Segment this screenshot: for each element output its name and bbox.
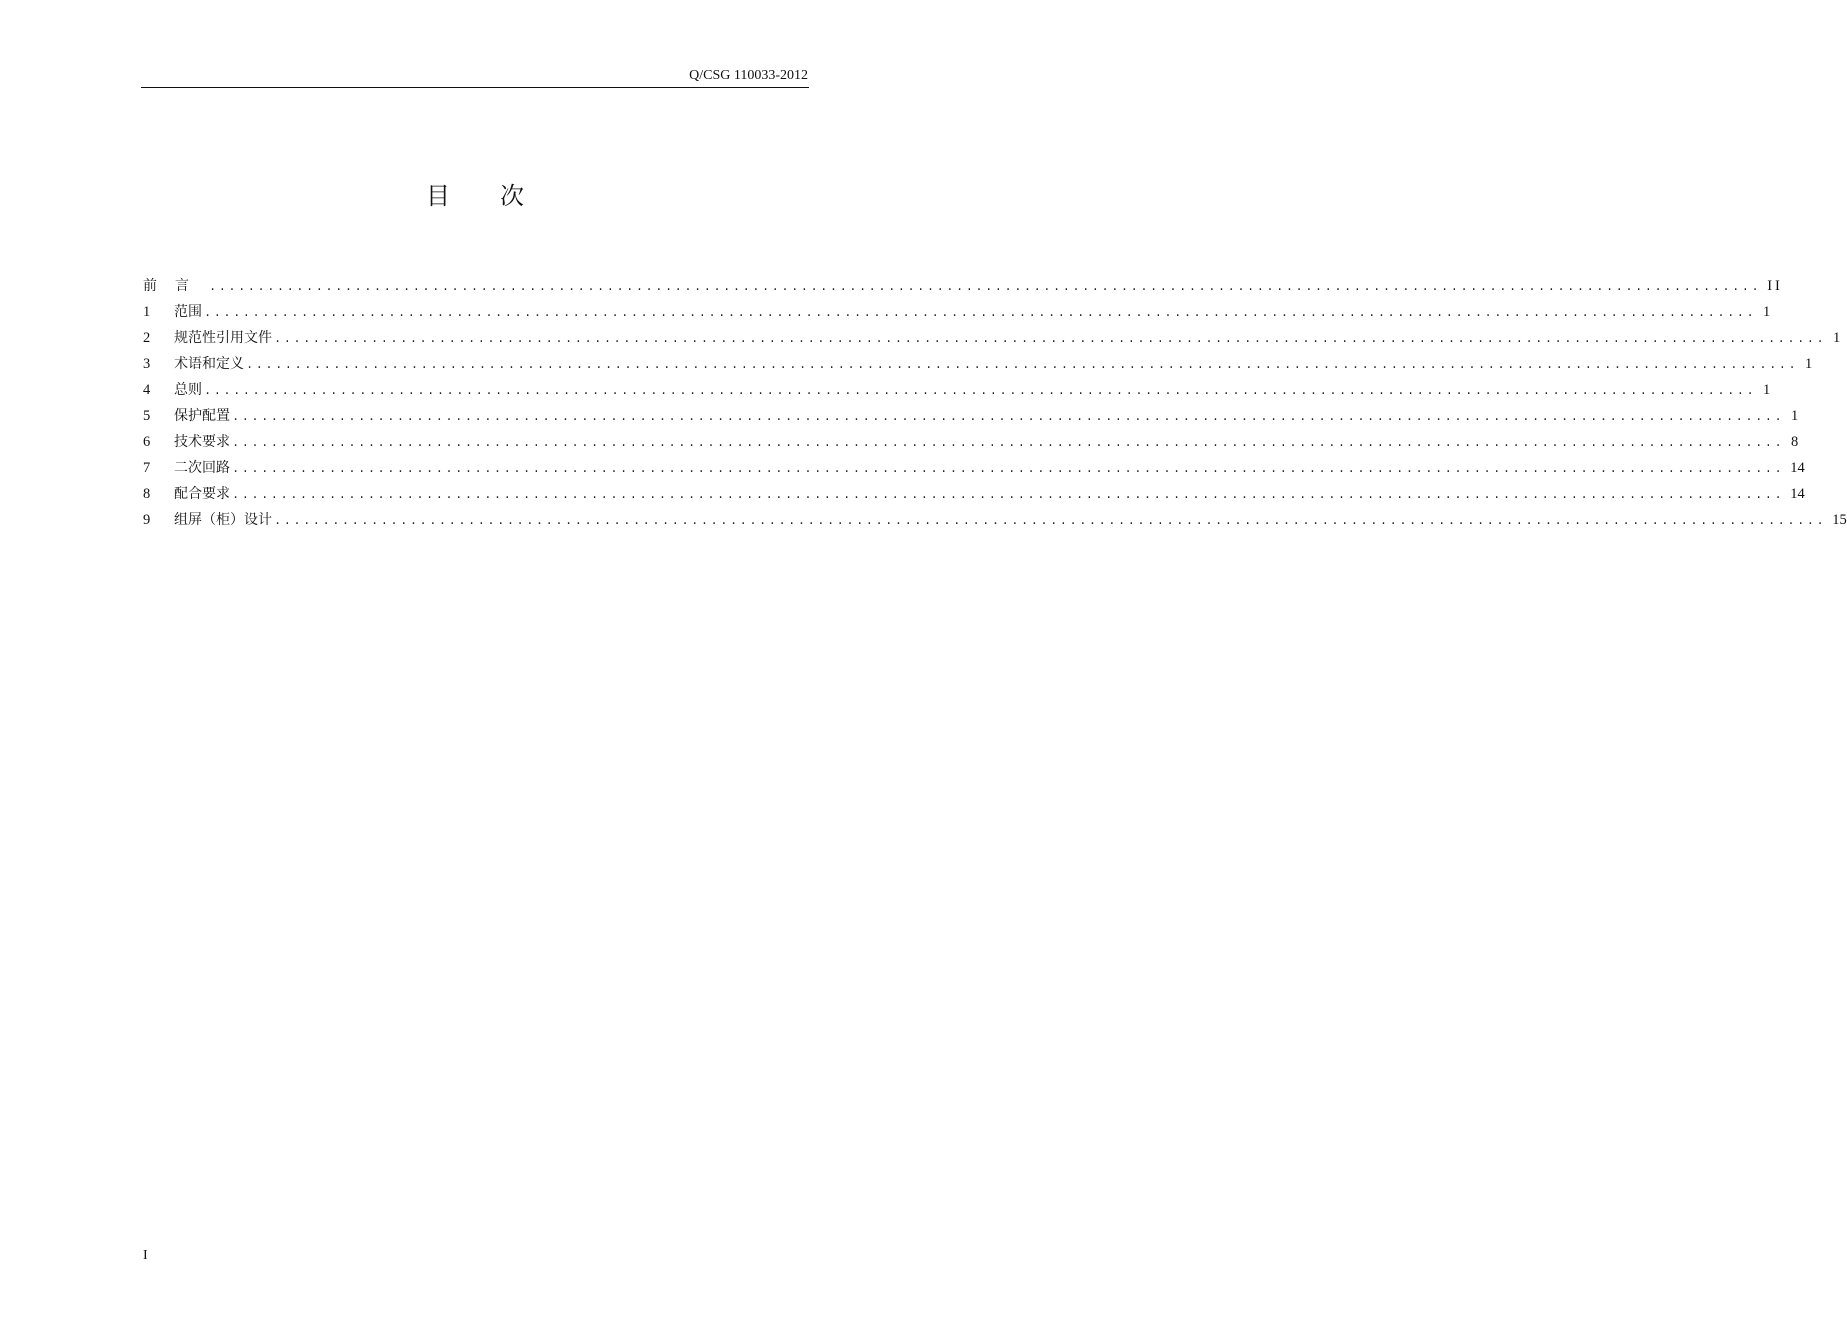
toc-entry-page: 8 <box>1790 434 1799 450</box>
header-rule <box>141 87 809 88</box>
table-of-contents <box>143 273 1847 533</box>
toc-leader-dots: ................................................................................................................................................................ <box>232 436 1785 450</box>
toc-entry-4[interactable] <box>143 377 1771 403</box>
toc-entry-page: 14 <box>1790 486 1805 502</box>
toc-entry-number: 1 <box>143 304 151 320</box>
toc-leader-dots: ................................................................................................................................................................ <box>246 358 1799 372</box>
toc-entry-page: 14 <box>1790 460 1805 476</box>
toc-entry-7[interactable] <box>143 455 1805 481</box>
toc-entry-page: 1 <box>1832 330 1841 346</box>
toc-entry-number: 3 <box>143 356 151 372</box>
toc-entry-label: 术语和定义 <box>174 356 244 372</box>
toc-leader-dots: ................................................................................................................................................................ <box>232 488 1785 502</box>
toc-leader-dots: ................................................................................................................................................................ <box>274 514 1827 528</box>
page-number: I <box>143 1248 148 1263</box>
toc-leader-dots: ................................................................................................................................................................ <box>232 410 1785 424</box>
toc-entry-1[interactable] <box>143 299 1771 325</box>
toc-entry-2[interactable] <box>143 325 1841 351</box>
toc-entry-label: 保护配置 <box>174 408 230 424</box>
toc-entry-label: 配合要求 <box>174 486 230 502</box>
toc-entry-page: II <box>1767 278 1783 294</box>
toc-entry-page: 1 <box>1790 408 1799 424</box>
toc-entry-number: 7 <box>143 460 151 476</box>
document-code: Q/CSG 110033-2012 <box>689 68 808 83</box>
toc-entry-page: 1 <box>1762 382 1771 398</box>
toc-entry-5[interactable] <box>143 403 1799 429</box>
toc-entry-label: 前言 <box>143 278 207 294</box>
toc-entry-label: 二次回路 <box>174 460 230 476</box>
toc-entry-number: 9 <box>143 512 151 528</box>
toc-entry-label: 范围 <box>174 304 202 320</box>
toc-entry-number: 4 <box>143 382 151 398</box>
toc-entry-page: 1 <box>1762 304 1771 320</box>
toc-entry-6[interactable] <box>143 429 1799 455</box>
toc-entry-number: 2 <box>143 330 151 346</box>
toc-entry-number: 8 <box>143 486 151 502</box>
toc-leader-dots: ................................................................................................................................................................ <box>204 384 1757 398</box>
toc-entry-number: 5 <box>143 408 151 424</box>
toc-entry-page: 1 <box>1804 356 1813 372</box>
toc-entry-3[interactable] <box>143 351 1813 377</box>
toc-leader-dots: ................................................................................................................................................................ <box>232 462 1785 476</box>
toc-entry-label: 总则 <box>174 382 202 398</box>
toc-entry-number: 6 <box>143 434 151 450</box>
toc-entry-foreword[interactable] <box>143 273 1783 299</box>
toc-entry-9[interactable] <box>143 507 1847 533</box>
toc-title: 目次 <box>426 182 574 210</box>
toc-entry-label: 技术要求 <box>174 434 230 450</box>
toc-leader-dots: ................................................................................................................................................................ <box>204 306 1757 320</box>
toc-leader-dots: ................................................................................................................................................................ <box>209 280 1762 294</box>
toc-entry-page: 15 <box>1832 512 1847 528</box>
toc-leader-dots: ................................................................................................................................................................ <box>274 332 1827 346</box>
toc-entry-label: 组屏（柜）设计 <box>174 512 272 528</box>
toc-entry-label: 规范性引用文件 <box>174 330 272 346</box>
toc-entry-8[interactable] <box>143 481 1805 507</box>
